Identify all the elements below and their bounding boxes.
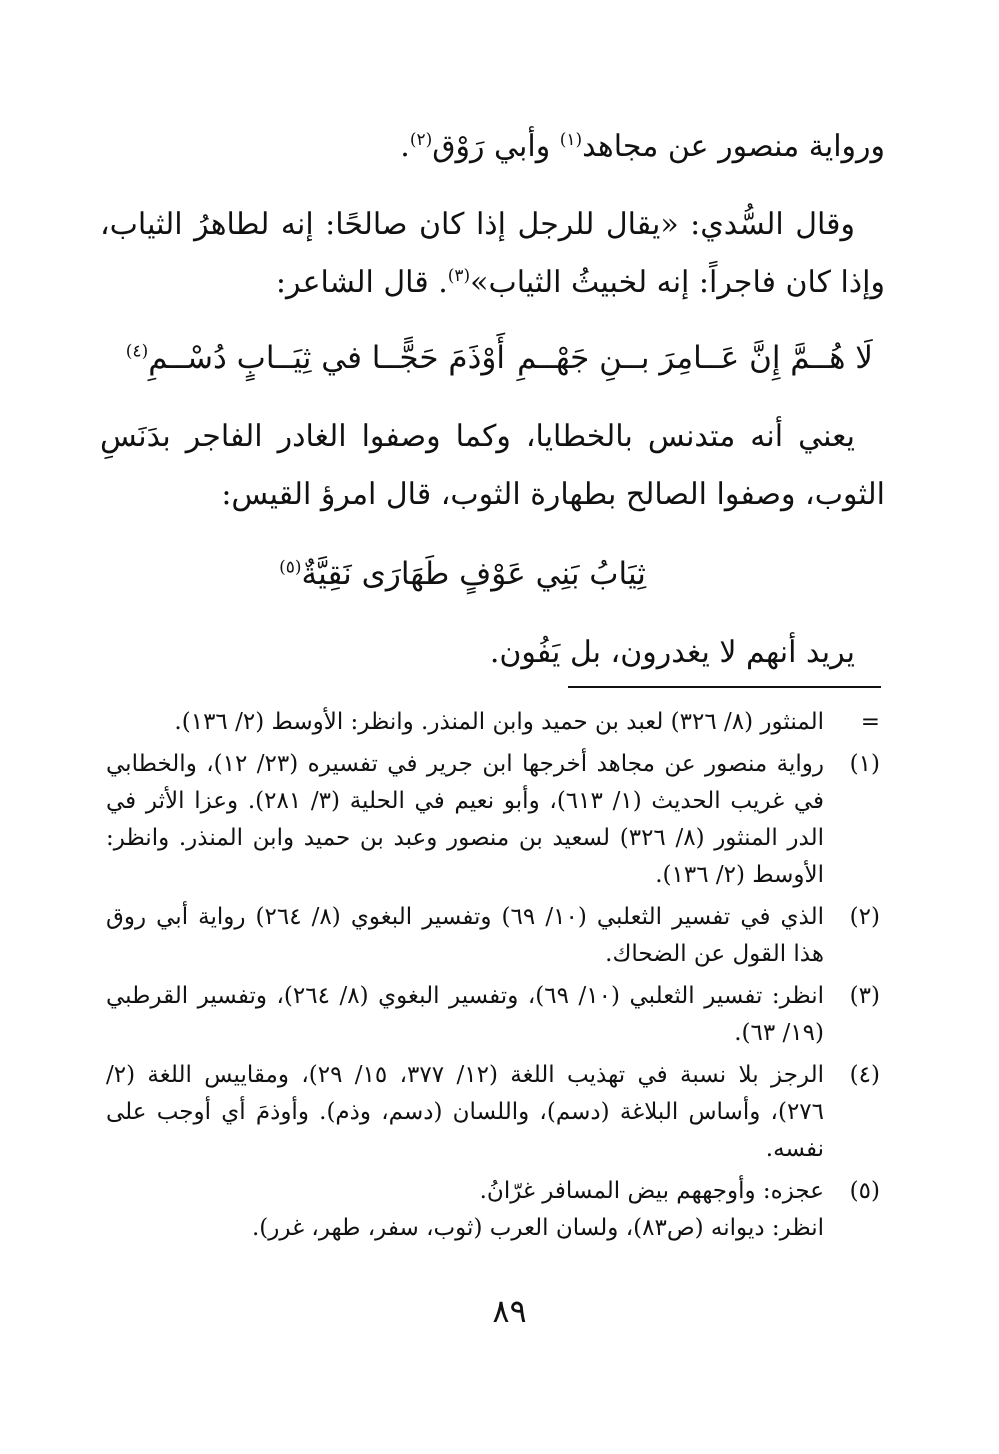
footnote-text: الذي في تفسير الثعلبي (١٠/ ٦٩) وتفسير البغوي (٨/ ٢٦٤) رواية أبي روق هذا القول عن الضحاك. (106, 904, 825, 967)
footnote-5 (106, 1173, 880, 1247)
footnotes (106, 704, 880, 1252)
footnote-text: رواية منصور عن مجاهد أخرجها ابن جرير في تفسيره (٢٣/ ١٢)، والخطابي في غريب الحديث (١/ ٦١٣)، وأبو نعيم في الحلية (٣/ ٢٨١). وعزا الأثر في الدر المنثور (٨/ ٣٢٦) لسعيد بن منصور وعبد بن حميد وابن المنذر. وانظر: الأوسط (٢/ ١٣٦). (106, 751, 825, 888)
footnote-marker: (١) (849, 751, 880, 777)
verse-2 (100, 544, 885, 604)
footnote-1 (106, 746, 880, 894)
footnote-text-line-2: انظر: ديوانه (ص٨٣)، ولسان العرب (ثوب، سفر، طهر، غرر). (252, 1215, 824, 1241)
footnote-marker: (٣) (849, 983, 880, 1009)
footnote-2 (106, 899, 880, 973)
verse-2-text: ثِيَابُ بَنِي عَوْفٍ طَهَارَى نَقِيَّةٌ (301, 556, 646, 592)
main-text (100, 118, 885, 682)
footnote-ref-5: (٥) (279, 557, 302, 578)
verse-1-first-hemistich: لَا هُــمَّ إِنَّ عَــامِرَ بــنِ جَهْــمِ (517, 340, 873, 376)
verse-1-second-hemistich (126, 328, 505, 388)
paragraph-2-end: . قال الشاعر: (275, 265, 448, 300)
paragraph-1-text: ورواية منصور عن مجاهد (582, 129, 885, 164)
footnote-marker: = (860, 709, 880, 735)
footnote-text: المنثور (٨/ ٣٢٦) لعبد بن حميد وابن المنذر. وانظر: الأوسط (٢/ ١٣٦). (174, 709, 824, 735)
footnote-text: انظر: تفسير الثعلبي (١٠/ ٦٩)، وتفسير البغوي (٨/ ٢٦٤)، وتفسير القرطبي (١٩/ ٦٣). (106, 983, 825, 1046)
paragraph-3: يعني أنه متدنس بالخطايا، وكما وصفوا الغادر الفاجر بدَنَسِ الثوب، وصفوا الصالح بطهارة الثوب، قال امرؤ القيس: (100, 419, 885, 512)
footnote-marker: (٢) (849, 904, 880, 930)
footnote-marker: (٥) (849, 1178, 880, 1204)
footnote-3 (106, 978, 880, 1052)
footnote-ref-3: (٣) (447, 266, 471, 286)
footnote-text-line-1: عجزه: وأوجههم بيض المسافر غرّانُ. (479, 1178, 824, 1204)
footnote-continuation (106, 704, 880, 741)
paragraph-1-mid: وأبي رَوْق (432, 129, 560, 164)
verse-1 (100, 328, 885, 388)
footnote-ref-4: (٤) (125, 341, 149, 362)
verse-1-second-text: أَوْذَمَ حَجًّــا في ثِيَــابٍ دُسْــمِ (148, 340, 505, 376)
footnote-ref-2: (٢) (409, 130, 433, 150)
footnote-ref-1: (١) (559, 130, 583, 150)
paragraph-4: يريد أنهم لا يغدرون، بل يَفُون. (489, 635, 855, 670)
footnote-4 (106, 1057, 880, 1168)
paragraph-2 (100, 196, 885, 312)
footnote-marker: (٤) (849, 1062, 880, 1088)
paragraph-2-text: وقال السُّدي: «يقال للرجل إذا كان صالحًا: إنه لطاهرُ الثياب، وإذا كان فاجراً: إنه لخبيثُ الثياب» (100, 207, 885, 300)
footnote-text: الرجز بلا نسبة في تهذيب اللغة (١٢/ ٣٧٧، ١٥/ ٢٩)، ومقاييس اللغة (٢/ ٢٧٦)، وأساس البلاغة (دسم)، واللسان (دسم، وذم). وأوذمَ أي أوجب على نفسه. (106, 1062, 825, 1162)
footnote-separator (568, 686, 881, 688)
paragraph-1 (100, 118, 885, 176)
paragraph-1-end: . (400, 129, 410, 164)
page-number: ٨٩ (492, 1292, 527, 1330)
